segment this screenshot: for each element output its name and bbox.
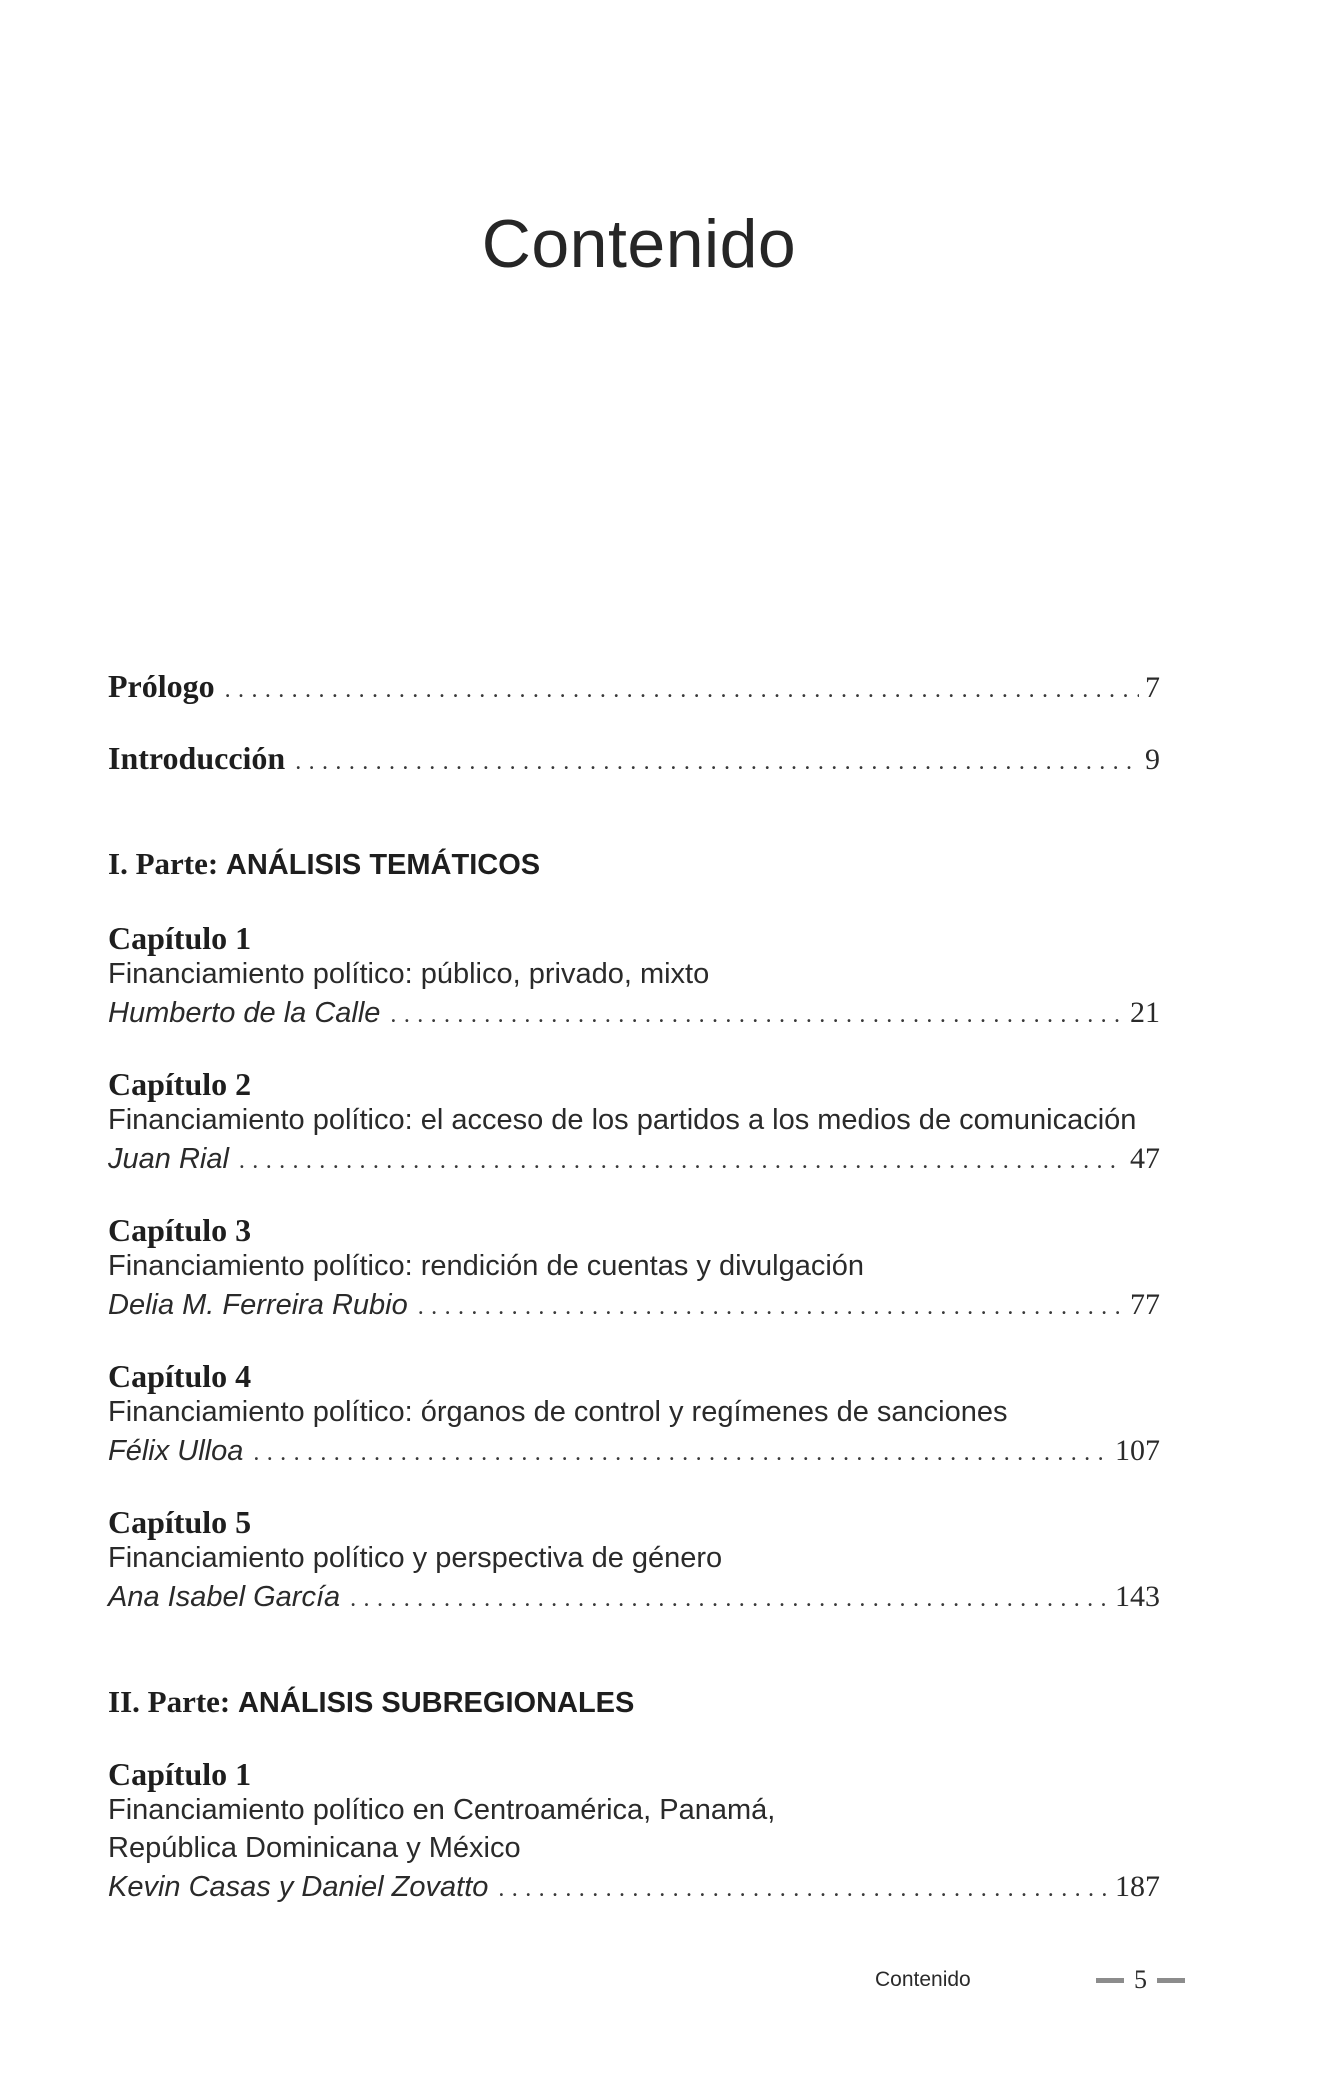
toc-entry-introduccion[interactable] bbox=[108, 740, 1160, 777]
toc-entry-p1-ch2[interactable] bbox=[108, 1142, 1160, 1176]
chapter-author: Humberto de la Calle bbox=[108, 997, 381, 1029]
dot-leader bbox=[239, 1148, 1124, 1175]
part-prefix: II. Parte: bbox=[108, 1684, 231, 1719]
part-title: ANÁLISIS SUBREGIONALES bbox=[237, 1687, 635, 1719]
dot-leader bbox=[225, 677, 1139, 704]
chapter-title: Financiamiento político y perspectiva de género bbox=[108, 1542, 723, 1574]
chapter-title: Financiamiento político: rendición de cuentas y divulgación bbox=[108, 1250, 865, 1282]
dot-leader bbox=[498, 1876, 1109, 1903]
footer-dash-right bbox=[1157, 1978, 1185, 1983]
chapter-author: Félix Ulloa bbox=[108, 1435, 244, 1467]
dot-leader bbox=[418, 1294, 1124, 1321]
chapter-author: Juan Rial bbox=[108, 1143, 229, 1175]
chapter-title: Financiamiento político: público, privado, mixto bbox=[108, 958, 710, 990]
chapter-label: Capítulo 3 bbox=[108, 1212, 252, 1248]
dot-leader bbox=[253, 1440, 1109, 1467]
running-footer-label: Contenido bbox=[875, 1968, 971, 1991]
page-number: 7 bbox=[1145, 671, 1160, 704]
toc-entry-p1-ch3[interactable] bbox=[108, 1288, 1160, 1322]
part-heading-2 bbox=[108, 1684, 1160, 1720]
chapter-title-continued: República Dominicana y México bbox=[108, 1832, 521, 1864]
part-prefix: I. Parte: bbox=[108, 846, 219, 881]
chapter-label: Capítulo 1 bbox=[108, 1756, 252, 1792]
toc-entry-p1-ch1[interactable] bbox=[108, 996, 1160, 1030]
chapter-title: Financiamiento político: órganos de control y regímenes de sanciones bbox=[108, 1396, 1008, 1428]
chapter-title: Financiamiento político: el acceso de los partidos a los medios de comunicación bbox=[108, 1104, 1137, 1136]
page-title: Contenido bbox=[481, 206, 797, 282]
chapter-label: Capítulo 2 bbox=[108, 1066, 252, 1102]
page-number: 107 bbox=[1115, 1434, 1160, 1467]
footer-page-number: 5 bbox=[1134, 1965, 1147, 1994]
toc-entry-prologo[interactable] bbox=[108, 668, 1160, 705]
toc-entry-p2-ch1[interactable] bbox=[108, 1870, 1160, 1904]
part-heading-1 bbox=[108, 846, 1160, 882]
chapter-label: Capítulo 4 bbox=[108, 1358, 252, 1394]
page-number: 47 bbox=[1130, 1142, 1160, 1175]
page-number: 9 bbox=[1145, 743, 1160, 776]
page-number: 143 bbox=[1115, 1580, 1160, 1613]
page-number: 77 bbox=[1130, 1288, 1160, 1321]
chapter-author: Kevin Casas y Daniel Zovatto bbox=[108, 1871, 489, 1903]
dot-leader bbox=[350, 1586, 1109, 1613]
toc-entry-p1-ch5[interactable] bbox=[108, 1580, 1160, 1614]
toc-entry-p1-ch4[interactable] bbox=[108, 1434, 1160, 1468]
page-number: 21 bbox=[1130, 996, 1160, 1029]
chapter-author: Ana Isabel García bbox=[108, 1581, 341, 1613]
toc-entry-label: Prólogo bbox=[108, 668, 215, 704]
page-footer bbox=[875, 1965, 1185, 1995]
part-title: ANÁLISIS TEMÁTICOS bbox=[225, 849, 541, 881]
chapter-author: Delia M. Ferreira Rubio bbox=[108, 1289, 408, 1321]
dot-leader bbox=[295, 749, 1139, 776]
page-number: 187 bbox=[1115, 1870, 1160, 1903]
dot-leader bbox=[390, 1002, 1124, 1029]
footer-dash-left bbox=[1096, 1978, 1124, 1983]
chapter-title: Financiamiento político en Centroamérica, Panamá, bbox=[108, 1794, 776, 1826]
chapter-label: Capítulo 1 bbox=[108, 920, 252, 956]
chapter-label: Capítulo 5 bbox=[108, 1504, 252, 1540]
toc-entry-label: Introducción bbox=[108, 740, 286, 776]
